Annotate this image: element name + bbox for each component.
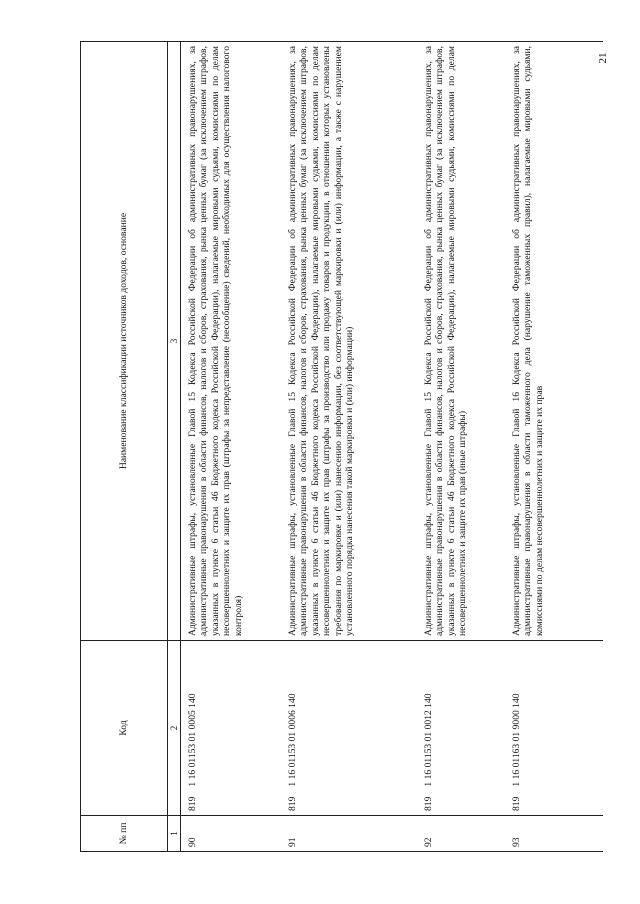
row-code-cell — [181, 641, 278, 816]
admin-code: 819 — [423, 796, 434, 811]
table-row — [501, 42, 603, 852]
admin-code: 819 — [511, 796, 522, 811]
row-code-cell — [413, 641, 501, 816]
row-number: 90 — [181, 816, 278, 852]
row-number: 93 — [501, 816, 603, 852]
header-code: Код — [81, 641, 168, 816]
revenue-code: 1 16 01153 01 0012 140 — [423, 693, 434, 787]
header-name: Наименование классификации источников доходов, основание — [81, 42, 168, 641]
row-code-cell — [501, 641, 603, 816]
column-number-2: 2 — [168, 641, 181, 816]
row-description: Административные штрафы, установленные Главой 15 Кодекса Российской Федерации об административных правонарушениях, за административные правонарушения в области финансов, налогов и сборов, страхования, рынка ценных бумаг (за исключением штрафов, указанных в пункте 6 статьи 46 Бюджетного кодекса Российской Федерации), налагаемые мировыми судьями, комиссиями по делам несовершеннолетних и защите их прав (штрафы за производство или продажу товаров и продукции, в отношении которых установлены требования по маркировке и (или) нанесению информации, без соответствующей маркировки и (или) информации, а также с нарушением установленного порядка нанесения такой маркировки и (или) информации) — [277, 42, 413, 641]
table-container — [80, 42, 560, 852]
table-header — [81, 42, 181, 852]
header-num: № пп — [81, 816, 168, 852]
row-description: Административные штрафы, установленные Главой 15 Кодекса Российской Федерации об административных правонарушениях, за административные правонарушения в области финансов, налогов и сборов, страхования, рынка ценных бумаг (за исключением штрафов, указанных в пункте 6 статьи 46 Бюджетного кодекса Российской Федерации), налагаемые мировыми судьями, комиссиями по делам несовершеннолетних и защите их прав (иные штрафы) — [413, 42, 501, 641]
revenue-code: 1 16 01163 01 9000 140 — [511, 693, 522, 787]
table-row — [413, 42, 501, 852]
revenue-code: 1 16 01153 01 0006 140 — [287, 693, 298, 787]
page-number: 21 — [597, 52, 609, 64]
rotated-table-frame — [80, 42, 560, 852]
column-number-3: 3 — [168, 42, 181, 641]
row-code-cell — [277, 641, 413, 816]
income-classification-table — [80, 41, 603, 852]
row-description: Административные штрафы, установленные Главой 16 Кодекса Российской Федерации об административных правонарушениях, за административные правонарушения в области таможенного дела (нарушение таможенных правил), налагаемые мировыми судьями, комиссиями по делам несовершеннолетних и защите их прав — [501, 42, 603, 641]
revenue-code: 1 16 01153 01 0005 140 — [187, 693, 198, 787]
table-row — [181, 42, 278, 852]
admin-code: 819 — [287, 796, 298, 811]
admin-code: 819 — [187, 796, 198, 811]
column-number-1: 1 — [168, 816, 181, 852]
table-row — [277, 42, 413, 852]
table-body — [181, 42, 604, 852]
row-number: 91 — [277, 816, 413, 852]
row-description: Административные штрафы, установленные Главой 15 Кодекса Российской Федерации об административных правонарушениях, за административные правонарушения в области финансов, налогов и сборов, страхования, рынка ценных бумаг (за исключением штрафов, указанных в пункте 6 статьи 46 Бюджетного кодекса Российской Федерации), налагаемые мировыми судьями, комиссиями по делам несовершеннолетних и защите их прав (штрафы за непредставление (несообщение) сведений, необходимых для осуществления налогового контроля) — [181, 42, 278, 641]
row-number: 92 — [413, 816, 501, 852]
